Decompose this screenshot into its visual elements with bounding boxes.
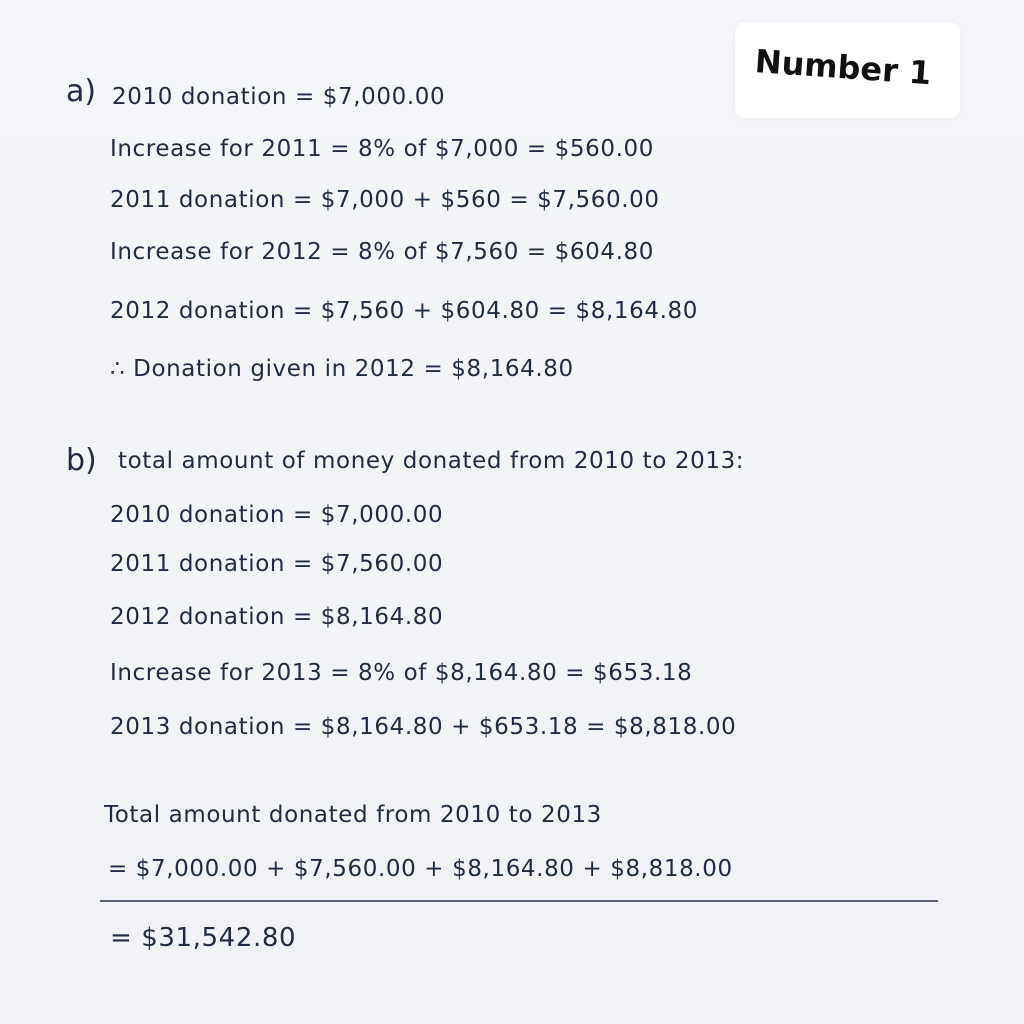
part-b-line-2: 2011 donation = $7,560.00 [110, 551, 444, 577]
part-a-line-4: Increase for 2012 = 8% of $7,560 = $604.80 [110, 239, 654, 265]
part-b-title: total amount of money donated from 2010 to 2013: [118, 448, 745, 474]
part-a-label: a) [66, 74, 97, 109]
part-b-label: b) [66, 443, 97, 478]
part-a-line-2: Increase for 2011 = 8% of $7,000 = $560.00 [110, 136, 654, 162]
part-b-line-5: 2013 donation = $8,164.80 + $653.18 = $8,818.00 [110, 714, 737, 740]
part-b-line-1: 2010 donation = $7,000.00 [110, 502, 444, 528]
total-underline [100, 900, 938, 902]
total-heading: Total amount donated from 2010 to 2013 [104, 802, 602, 828]
part-a-line-3: 2011 donation = $7,000 + $560 = $7,560.00 [110, 187, 660, 213]
part-a-line-6: ∴ Donation given in 2012 = $8,164.80 [110, 356, 574, 382]
part-b-line-4: Increase for 2013 = 8% of $8,164.80 = $653.18 [110, 660, 693, 686]
number-tag-text: Number 1 [753, 42, 933, 93]
total-result: = $31,542.80 [110, 923, 297, 953]
part-b-line-3: 2012 donation = $8,164.80 [110, 604, 444, 630]
part-a-line-5: 2012 donation = $7,560 + $604.80 = $8,164.80 [110, 298, 698, 324]
part-a-line-1: 2010 donation = $7,000.00 [112, 84, 446, 110]
total-sum: = $7,000.00 + $7,560.00 + $8,164.80 + $8,818.00 [108, 856, 733, 882]
